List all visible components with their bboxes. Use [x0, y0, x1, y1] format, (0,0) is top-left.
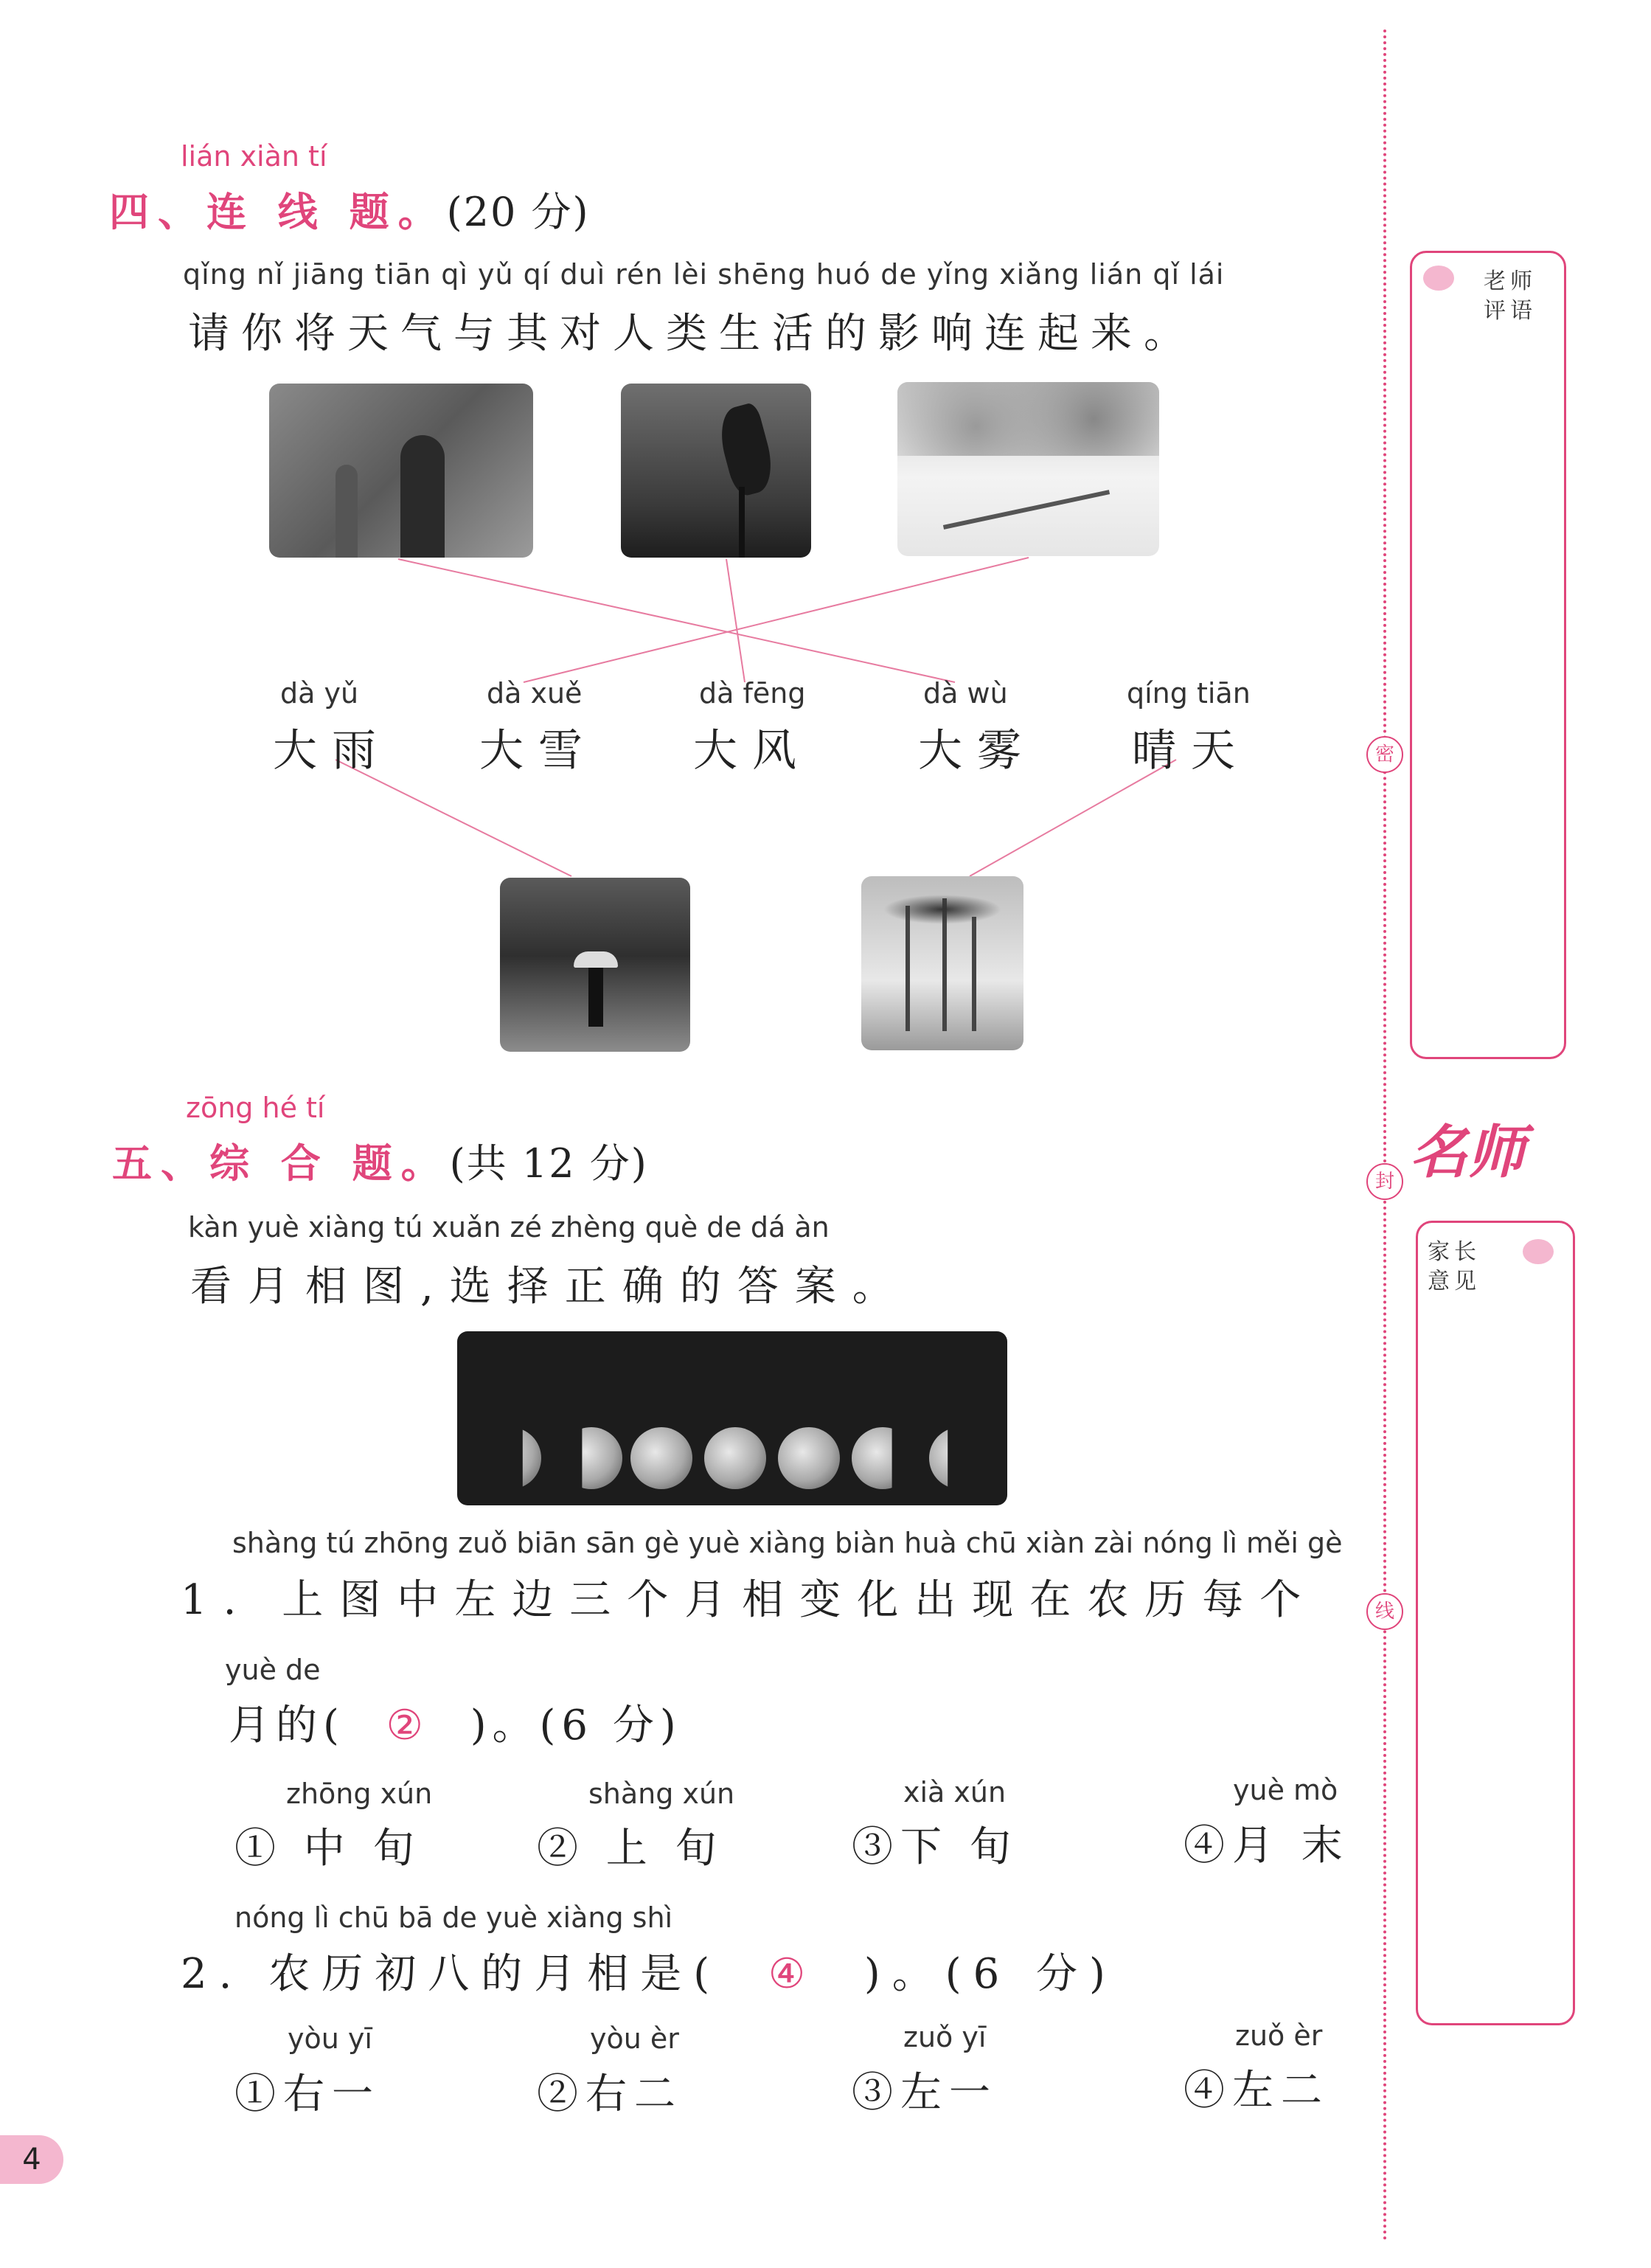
cut-label-line: 线 — [1366, 1593, 1403, 1630]
section4-score: (20 分) — [446, 189, 590, 235]
q1-option-pinyin-2: xià xún — [903, 1776, 1007, 1808]
section4-pinyin: lián xiàn tí — [181, 140, 327, 173]
q1-option-1: ② 上 旬 — [537, 1825, 724, 1873]
q1-line2 — [229, 1693, 682, 1752]
teacher-comment-box — [1410, 251, 1566, 1059]
rain-photo — [500, 878, 690, 1052]
weather-pinyin-0: dà yǔ — [280, 677, 359, 710]
q2-option-pinyin-0: yòu yī — [288, 2022, 372, 2055]
weather-pinyin-3: dà wù — [923, 677, 1008, 710]
q1-pinyin: shàng tú zhōng zuǒ biān sān gè yuè xiàng biàn huà chū xiàn zài nóng lì měi gè — [232, 1527, 1343, 1559]
cut-label-closed: 封 — [1366, 1163, 1403, 1200]
q1-option-pinyin-3: yuè mò — [1233, 1774, 1338, 1806]
weather-word-4: 晴天 — [1132, 725, 1250, 777]
section5-heading — [112, 1132, 648, 1189]
q2-option-pinyin-2: zuǒ yī — [903, 2021, 987, 2053]
bird-icon — [1423, 266, 1454, 291]
q2-option-3: ④左二 — [1183, 2067, 1330, 2115]
q1-option-pinyin-0: zhōng xún — [286, 1778, 433, 1810]
weather-word-1: 大雪 — [479, 725, 597, 777]
connector-lines-top — [0, 0, 1651, 922]
q1-option-pinyin-1: shàng xún — [588, 1778, 735, 1810]
q1-option-2: ③下 旬 — [852, 1823, 1018, 1871]
section5-title: 五、综 合 题。 — [112, 1140, 450, 1187]
parent-opinion-box — [1416, 1221, 1575, 2025]
q2-answer: ④ — [768, 1950, 818, 1998]
weather-word-3: 大雾 — [918, 725, 1036, 777]
section5-pinyin: zōng hé tí — [186, 1092, 325, 1124]
q1-option-3: ④月 末 — [1183, 1822, 1350, 1870]
line-wind — [726, 559, 745, 682]
weather-word-2: 大风 — [693, 725, 811, 777]
section5-score: (共 12 分) — [449, 1140, 648, 1187]
moon-phase-4 — [704, 1427, 766, 1489]
section5-instruction: 看月相图,选择正确的答案。 — [190, 1263, 910, 1311]
q2-option-pinyin-1: yòu èr — [590, 2022, 679, 2055]
teacher-comment-label: 老师评语 — [1484, 268, 1537, 324]
q1-option-0: ① 中 旬 — [234, 1825, 422, 1873]
bird-icon — [1523, 1239, 1554, 1264]
moon-phase-5 — [778, 1427, 840, 1489]
q2-line — [181, 1941, 1117, 2000]
q2-text-before: 2. 农历初八的月相是( — [181, 1950, 722, 1998]
weather-pinyin-2: dà fēng — [699, 677, 806, 710]
q2-option-0: ①右一 — [234, 2070, 380, 2118]
line-fog — [398, 559, 955, 682]
q1-pinyin2: yuè de — [225, 1654, 321, 1686]
section4-instruction: 请你将天气与其对人类生活的影响连起来。 — [188, 310, 1197, 358]
moon-phase-3 — [630, 1427, 692, 1489]
q2-option-pinyin-3: zuǒ èr — [1235, 2019, 1323, 2052]
weather-pinyin-4: qíng tiān — [1127, 677, 1251, 710]
q2-text-after: )。(6 分) — [863, 1950, 1117, 1998]
q1-text: 1. 上图中左边三个月相变化出现在农历每个 — [181, 1576, 1318, 1624]
weather-pinyin-1: dà xuě — [487, 677, 583, 710]
weather-word-0: 大雨 — [273, 725, 391, 777]
section4-title: 四、连 线 题。 — [109, 189, 447, 235]
section4-instruction-pinyin: qǐng nǐ jiāng tiān qì yǔ qí duì rén lèi shēng huó de yǐng xiǎng lián qǐ lái — [183, 258, 1225, 291]
q1-answer: ② — [386, 1702, 429, 1749]
q2-pinyin: nóng lì chū bā de yuè xiàng shì — [234, 1901, 673, 1934]
cut-line — [1383, 30, 1386, 2242]
brand-logo: 名师 — [1410, 1119, 1526, 1186]
sunny-photo — [861, 876, 1023, 1050]
q1-text2-before: 月的( — [229, 1702, 345, 1749]
q2-option-2: ③左一 — [852, 2069, 998, 2117]
q2-option-1: ②右二 — [537, 2070, 683, 2118]
line-snow — [524, 558, 1029, 682]
cut-label-seal: 密 — [1366, 736, 1403, 773]
section5-instruction-pinyin: kàn yuè xiàng tú xuǎn zé zhèng què de dá àn — [188, 1211, 830, 1244]
q1-text2-after: )。(6 分) — [470, 1702, 682, 1749]
page-number: 4 — [0, 2135, 63, 2184]
parent-opinion-label: 家长意见 — [1428, 1239, 1481, 1294]
